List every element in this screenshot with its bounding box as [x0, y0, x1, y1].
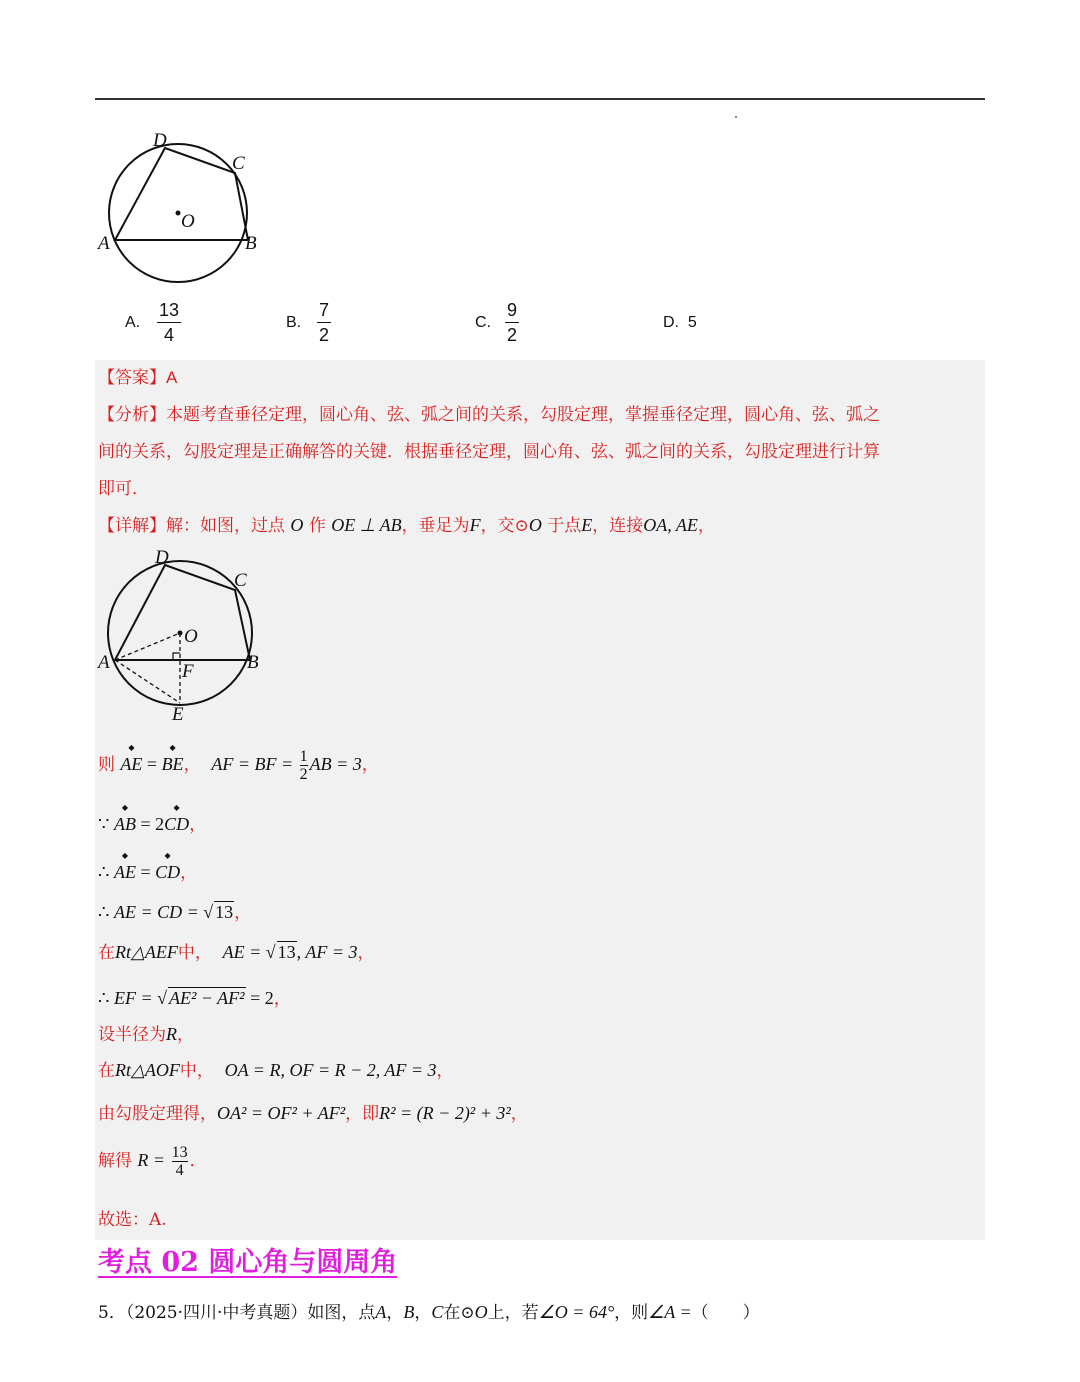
option-c-fraction: 9 2: [506, 300, 517, 345]
step-8: 在Rt△AOF中， OA = R, OF = R − 2, AF = 3，: [98, 1060, 454, 1081]
step-11: 故选：A.: [98, 1210, 167, 1230]
analysis-line-1: 【分析】本题考查垂径定理，圆心角、弦、弧之间的关系，勾股定理，掌握垂径定理，圆心角、弦、弧之: [98, 405, 880, 425]
step-6: ∴ EF = √ AE² − AF² = 2，: [98, 988, 291, 1009]
section-title: 考点 02 圆心角与圆周角: [98, 1247, 398, 1278]
option-b-label: B.: [286, 314, 302, 331]
step-1: 则 ◆ AE = ◆ BE， AF = BF = $\frac{1}{2}$ AB = 3，: [98, 748, 379, 783]
right-angle-mark: [173, 653, 180, 660]
step-3: ∴ ◆ AE = ◆ CD，: [98, 858, 197, 883]
label-f: F: [182, 661, 194, 682]
figure-circle-quadrilateral: [95, 125, 265, 290]
step-2: ∵ ◆ AB = 2◆ CD，: [98, 810, 206, 835]
analysis-line-3: 即可．: [98, 479, 149, 499]
header-rule: [95, 98, 985, 100]
dashed-oa: [115, 633, 180, 660]
label-c-2: C: [234, 570, 247, 591]
question-5: 5．（2025·四川·中考真题）如图，点A，B，C在⊙O上，若∠O = 64°，则∠A =（ ）: [98, 1302, 760, 1323]
option-a-label: A.: [125, 314, 141, 331]
step-5: 在Rt△AEF中， AE = √ 13, AF = 3，: [98, 942, 375, 963]
label-b-2: B: [247, 652, 259, 673]
label-a-2: A: [98, 652, 110, 673]
option-d: D. 5: [663, 314, 697, 331]
step-9: 由勾股定理得，OA² = OF² + AF²，即R² = (R − 2)² + 3²，: [98, 1103, 528, 1124]
figure-solution-diagram: [95, 545, 275, 725]
option-b-fraction: 7 2: [318, 300, 329, 345]
label-d-2: D: [155, 547, 169, 568]
label-o-2: O: [184, 626, 198, 647]
center-point-2: [178, 631, 183, 636]
label-e: E: [172, 704, 184, 725]
label-b: B: [245, 233, 257, 254]
label-c: C: [232, 153, 245, 174]
center-point: [176, 211, 181, 216]
step-4: ∴ AE = CD = √ 13，: [98, 902, 252, 923]
detail-line: 【详解】解：如图，过点 O 作 OE ⊥ AB，垂足为F，交⊙O 于点E，连接OA, AE，: [98, 515, 715, 536]
step-10: 解得 R = $\frac{13}{4}$ ．: [98, 1144, 207, 1179]
quadrilateral-abcd-2: [115, 565, 250, 660]
label-o: O: [181, 211, 195, 232]
analysis-line-2: 间的关系，勾股定理是正确解答的关键．根据垂径定理，圆心角、弦、弧之间的关系，勾股定理进行计算: [98, 442, 880, 462]
step-7: 设半径为R，: [98, 1024, 194, 1045]
option-a-fraction: 13 4: [158, 300, 180, 345]
page-speck: [735, 116, 737, 118]
label-a: A: [98, 233, 110, 254]
label-d: D: [153, 130, 167, 151]
answer-line: 【答案】A: [98, 368, 178, 388]
option-c-label: C.: [475, 314, 491, 331]
